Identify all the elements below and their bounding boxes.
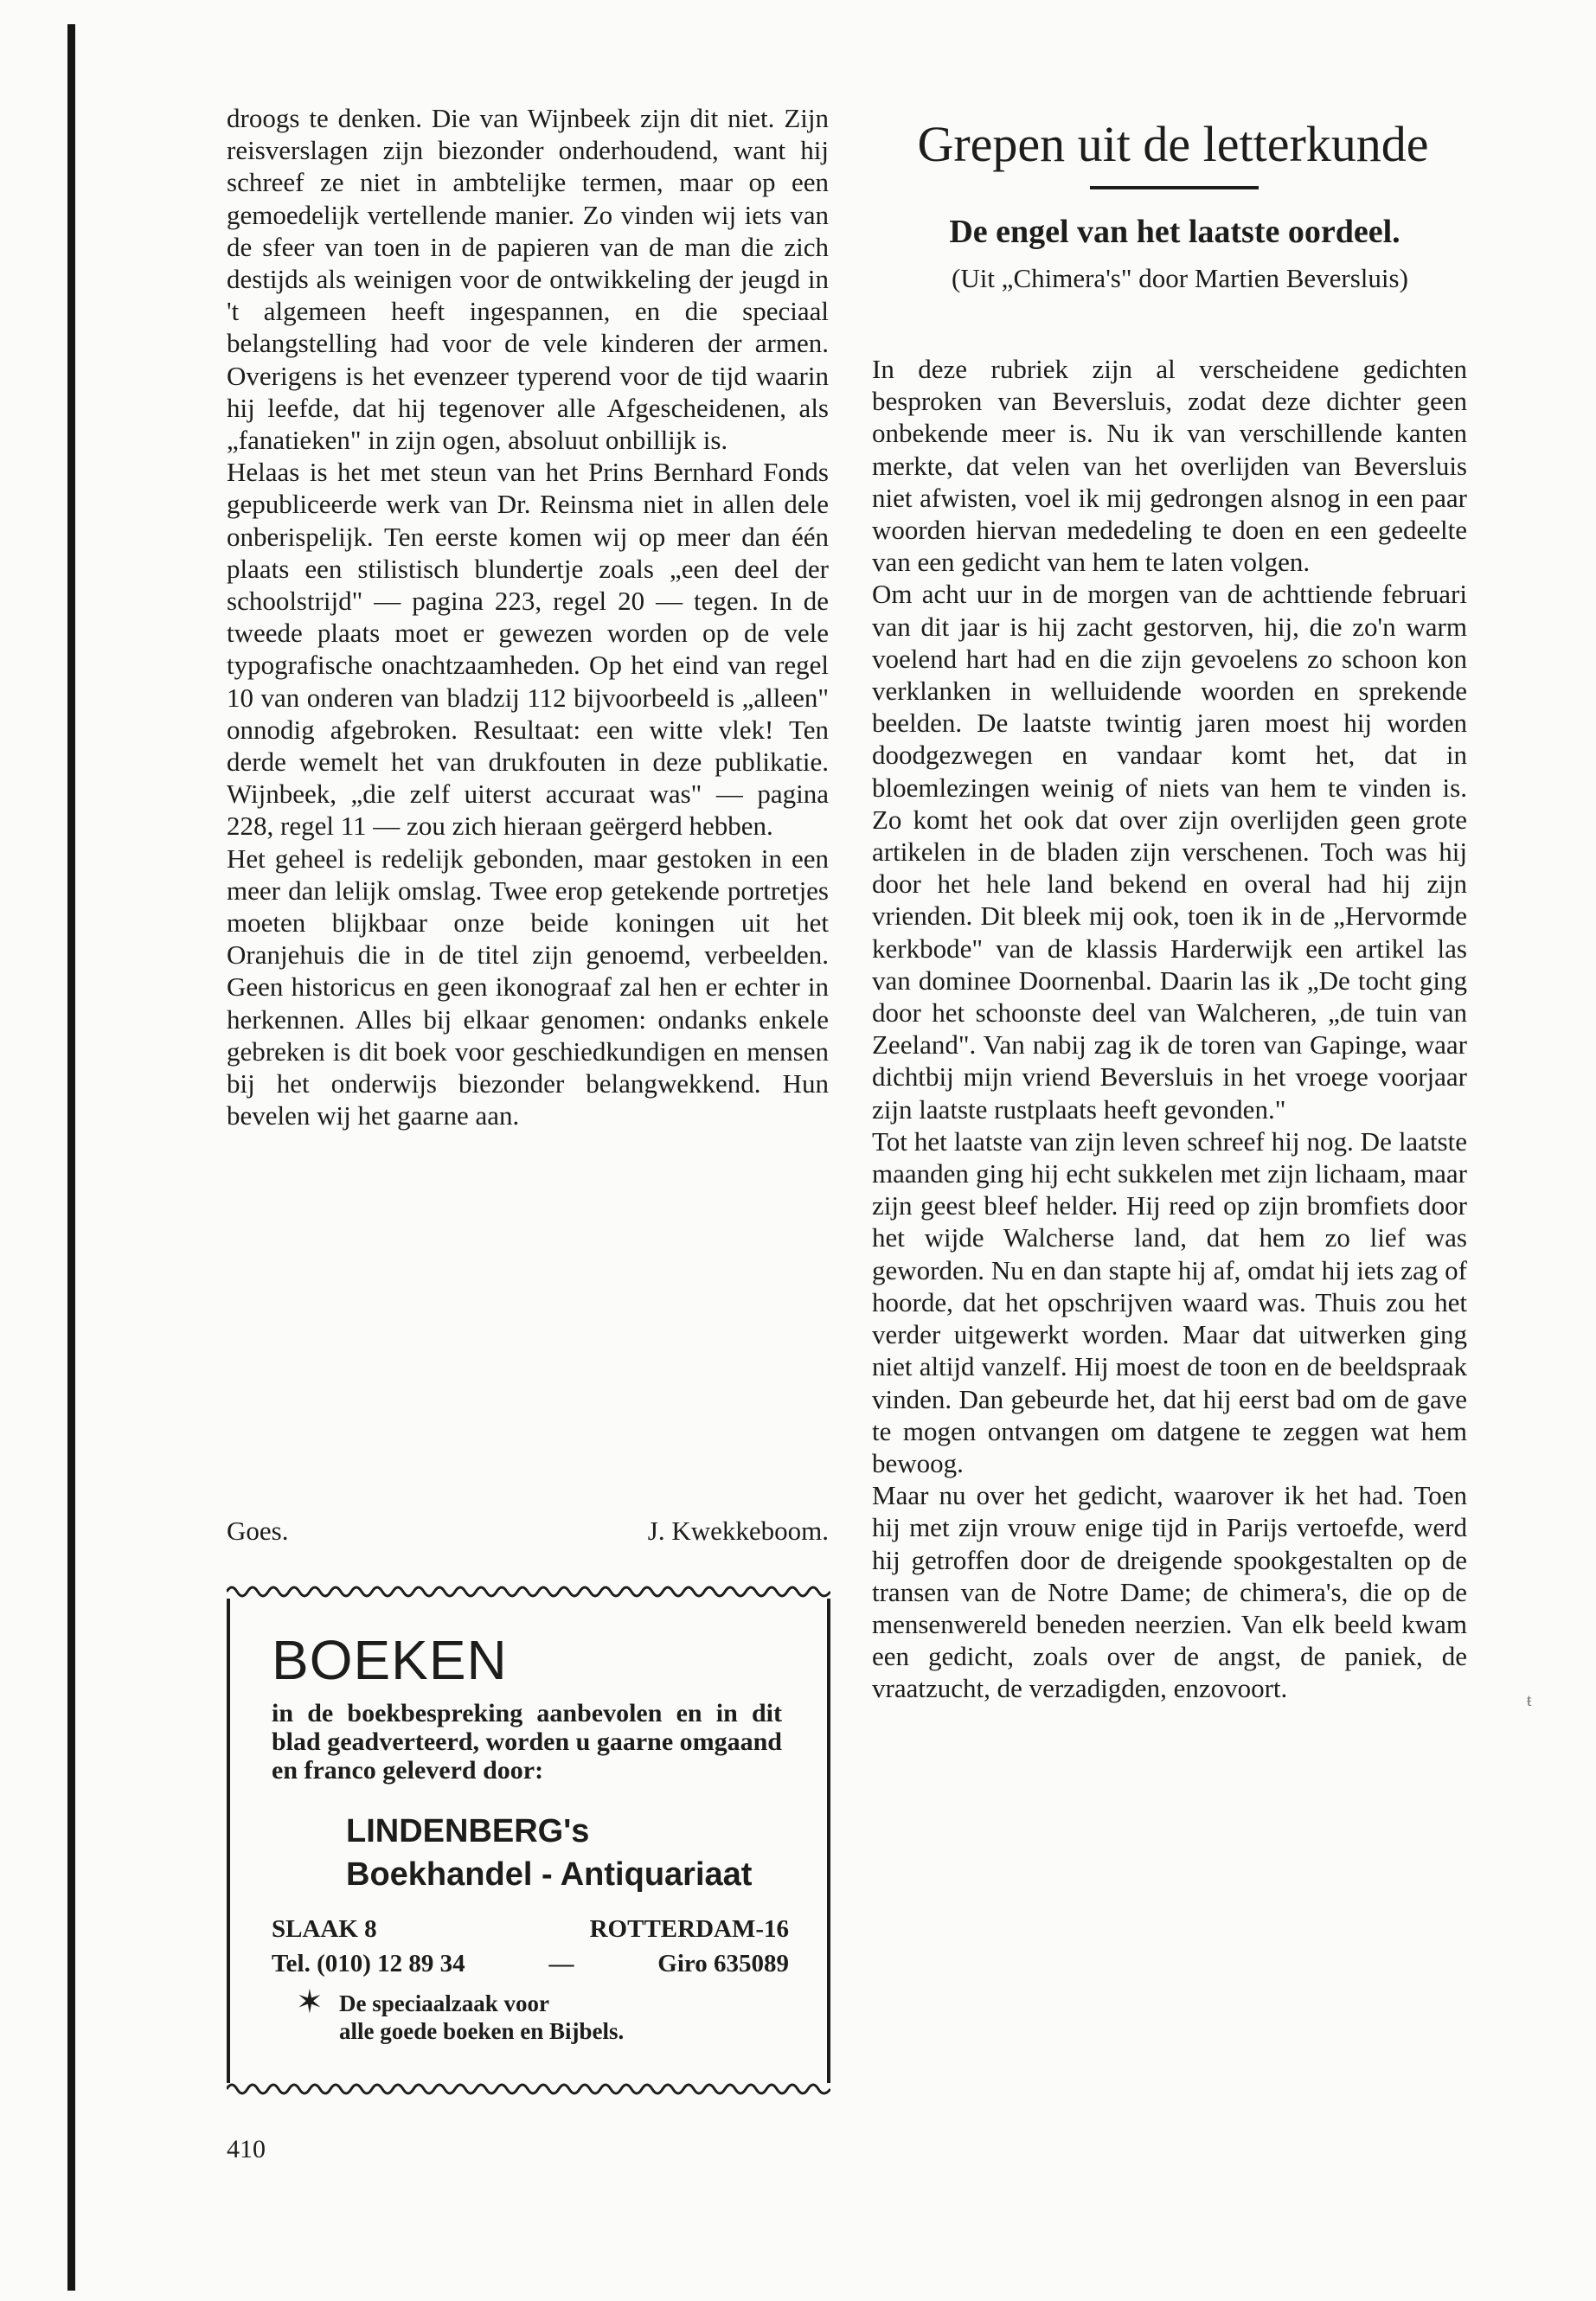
margin-mark: ŧ — [1527, 1691, 1532, 1710]
ad-text: in de boekbespreking aanbevolen en in dit blad geadverteerd, worden u gaarne omgaand en franco geleverd door: — [272, 1699, 782, 1785]
left-paragraph-1: droogs te denken. Die van Wijnbeek zijn dit niet. Zijn reisverslagen zijn biezonder onderhoudend, want hij schreef ze niet in ambtelijke termen, maar op een gemoedelijk vertellende manier. Zo vinden wij iets van de sfeer van toen in de papieren van de man die zich destijds als weinigen voor de ontwikkeling der jeugd in 't algemeen heeft ingespannen, en die speciaal belangstelling had voor de vele kinderen der armen. Overigens is het evenzeer typerend voor de tijd waarin hij leefde, dat hij tegenover alle Afgescheidenen, als „fanatieken" in zijn ogen, absoluut onbillijk is. — [227, 103, 829, 456]
ad-address-row — [272, 1915, 789, 1944]
signature-author: J. Kwekkeboom. — [647, 1516, 829, 1546]
right-paragraph-3: Tot het laatste van zijn leven schreef hij nog. De laatste maanden ging hij echt sukkelen met zijn lichaam, maar zijn geest bleef helder. Hij reed op zijn bromfiets door het wijde Walcherse land, dat hem zo lief was geworden. Nu en dan stapte hij af, omdat hij iets zag of hoorde, dat het opschrijven waard was. Thuis zou het verder uitgewerkt worden. Maar dat uitwerken ging niet altijd vanzelf. Hij moest de toon en de beeldspraak vinden. Dan gebeurde het, dat hij eerst bad om de gave te mogen ontvangen om datgene te zeggen wat hem bewoog. — [872, 1125, 1467, 1478]
ad-shop-line-2: Boekhandel - Antiquariaat — [346, 1856, 753, 1893]
left-paragraph-3: Het geheel is redelijk gebonden, maar gestoken in een meer dan lelijk omslag. Twee erop getekende portretjes moeten blijkbaar onze beide koningen uit het Oranjehuis die in de titel zijn genoemd, verbeelden. Geen historicus en geen ikonograaf zal hen er echter in herkennen. Alles bij elkaar genomen: ondanks enkele gebreken is dit boek voor geschiedkundigen en mensen bij het onderwijs biezonder belangwekkend. Hun bevelen wij het gaarne aan. — [227, 843, 829, 1131]
ad-wavy-border-top — [227, 1583, 830, 1600]
star-icon: ✶ — [296, 1984, 324, 2021]
ad-tagline — [339, 1990, 624, 2045]
right-paragraph-1: In deze rubriek zijn al verscheidene gedichten besproken van Beversluis, zodat deze dichter geen onbekende meer is. Nu ik van verschillende kanten merkte, dat velen van het overlijden van Beversluis niet afwisten, voel ik mij gedrongen alsnog in een paar woorden hiervan mededeling te doen en een gedeelte van een gedicht van hem te laten volgen. — [872, 354, 1467, 578]
page-number: 410 — [227, 2135, 266, 2163]
right-column — [872, 353, 1467, 1705]
right-paragraph-4: Maar nu over het gedicht, waarover ik het had. Toen hij met zijn vrouw enige tijd in Parijs vertoefde, werd hij getroffen door de dreigende spookgestalten op de transen van de Notre Dame; de chimera's, die op de mensenwereld beneden neerzien. Van elk beeld kwam een gedicht, zoals over de angst, de paniek, de vraatzucht, de verzadigden, enzovoort. — [872, 1480, 1467, 1704]
ad-telephone: Tel. (010) 12 89 34 — [272, 1950, 465, 1977]
ad-dash: — — [548, 1950, 574, 1977]
article-source: (Uit „Chimera's" door Martien Beversluis) — [952, 263, 1408, 293]
left-column — [227, 102, 829, 1132]
ad-address: SLAAK 8 — [272, 1915, 377, 1943]
ad-wavy-border-bottom — [227, 2080, 830, 2098]
ad-tagline-line-1: De speciaalzaak voor — [339, 1990, 549, 2016]
ad-giro: Giro 635089 — [657, 1950, 789, 1977]
left-paragraph-2: Helaas is het met steun van het Prins Bernhard Fonds gepubliceerde werk van Dr. Reinsma niet in allen dele onberispelijk. Ten eerste komen wij op meer dan één plaats een stilistisch blundertje zoals „een deel der schoolstrijd" — pagina 223, regel 20 — tegen. In de tweede plaats moet er gewezen worden op de vele typografische onachtzaamheden. Op het eind van regel 10 van onderen van bladzij 112 bijvoorbeeld is „alleen" onnodig afgebroken. Resultaat: een witte vlek! Ten derde wemelt het van drukfouten in deze publikatie. Wijnbeek, „die zelf uiterst accuraat was" — pagina 228, regel 11 — zou zich hieraan geërgerd hebben. — [227, 457, 829, 842]
ad-shop-line-1: LINDENBERG's — [346, 1813, 590, 1849]
ad-city: ROTTERDAM-16 — [589, 1915, 789, 1943]
ad-shop-name — [346, 1810, 752, 1896]
ad-contact-row — [272, 1950, 789, 1978]
article-title: De engel van het laatste oordeel. — [949, 214, 1401, 250]
review-signature — [227, 1516, 829, 1547]
ad-heading: BOEKEN — [272, 1629, 508, 1691]
ad-border-right — [827, 1599, 830, 2083]
ad-border-left — [227, 1599, 230, 2083]
bookshop-advertisement — [227, 1583, 830, 2102]
section-title: Grepen uit de letterkunde — [917, 116, 1429, 172]
binding-edge — [67, 24, 75, 2291]
title-rule — [1090, 186, 1259, 189]
signature-place: Goes. — [227, 1516, 289, 1546]
right-paragraph-2: Om acht uur in de morgen van de achttiende februari van dit jaar is hij zacht gestorven, hij, die zo'n warm voelend hart had en die zijn gevoelens zo schoon kon verklanken in welluidende woorden en sprekende beelden. De laatste twintig jaren moest hij worden doodgezwegen en vandaar komt het, dat in bloemlezingen weinig of niets van hem te vinden is. Zo komt het ook dat over zijn overlijden geen grote artikelen in de bladen zijn verschenen. Toch was hij door het hele land bekend en overal had hij zijn vrienden. Dit bleek mij ook, toen ik in de „Hervormde kerkbode" van de klassis Harderwijk een artikel las van dominee Doornenbal. Daarin las ik „De tocht ging door het schoonste deel van Walcheren, „de tuin van Zeeland". Van nabij zag ik de toren van Gapinge, waar dichtbij mijn vriend Beversluis in het vroege voorjaar zijn laatste rustplaats heeft gevonden." — [872, 579, 1467, 1125]
ad-tagline-line-2: alle goede boeken en Bijbels. — [339, 2018, 625, 2044]
